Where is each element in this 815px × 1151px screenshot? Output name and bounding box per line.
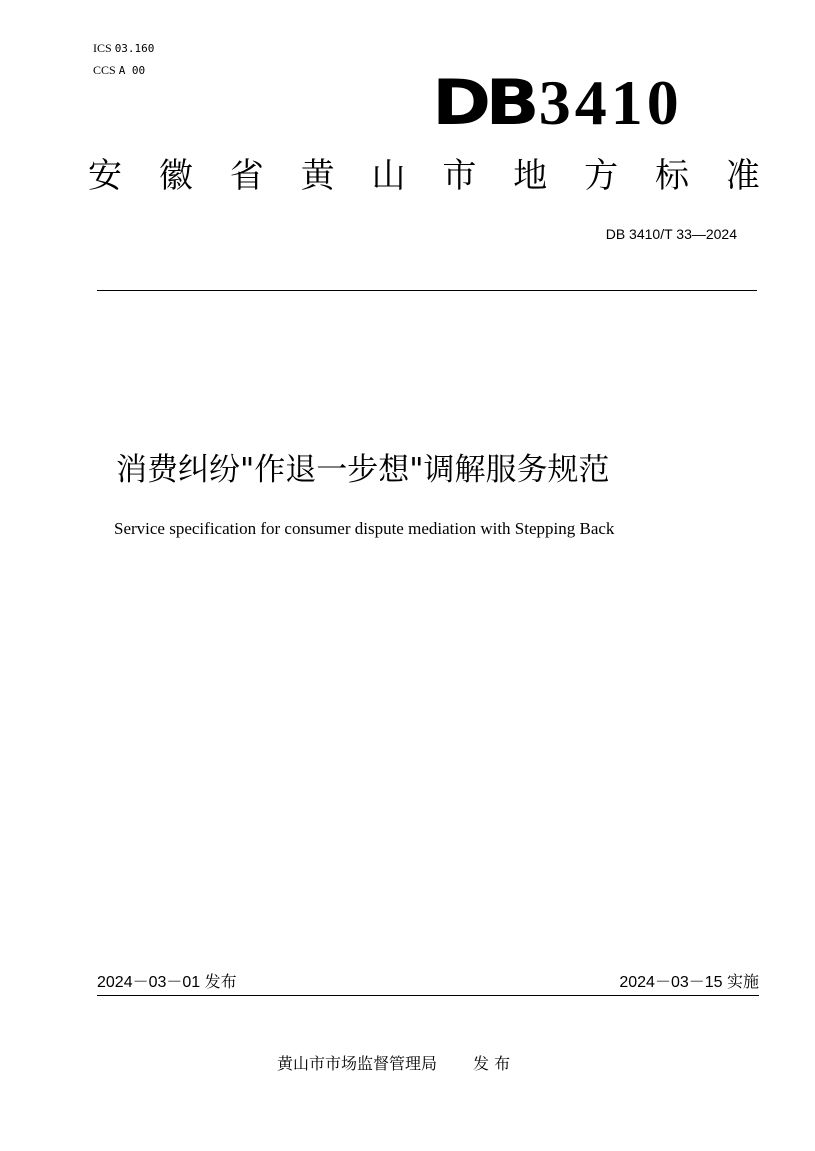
category-char: 徽 xyxy=(158,156,193,196)
ics-label: ICS xyxy=(93,41,112,55)
standard-category xyxy=(88,156,760,196)
logo-prefix: DB xyxy=(432,66,535,139)
implementation-date: 2024－03－15 实施 xyxy=(619,974,759,991)
category-char: 准 xyxy=(725,156,760,196)
category-char: 省 xyxy=(229,156,264,196)
publisher-line xyxy=(277,1054,510,1074)
publish-action: 发 布 xyxy=(473,1054,511,1073)
db-standard-logo xyxy=(432,66,683,139)
ccs-classification xyxy=(93,63,145,78)
footer-divider xyxy=(97,995,759,996)
standard-number: DB 3410/T 33—2024 xyxy=(605,226,737,242)
document-title-english: Service specification for consumer dispute mediation with Stepping Back xyxy=(114,519,615,538)
document-title: 消费纠纷"作退一步想"调解服务规范 xyxy=(116,452,610,488)
issue-date: 2024－03－01 发布 xyxy=(97,974,237,991)
header-divider xyxy=(97,290,757,291)
category-char: 地 xyxy=(513,156,548,196)
ccs-code: A 00 xyxy=(118,64,146,77)
ics-code: 03.160 xyxy=(114,42,155,55)
category-char: 黄 xyxy=(300,156,335,196)
publisher-name: 黄山市市场监督管理局 xyxy=(277,1054,438,1073)
category-char: 市 xyxy=(442,156,477,196)
ccs-label: CCS xyxy=(93,63,116,77)
category-char: 标 xyxy=(655,156,689,196)
ics-classification xyxy=(93,41,154,56)
logo-number: 3410 xyxy=(538,67,683,138)
category-char: 安 xyxy=(88,156,122,196)
category-char: 山 xyxy=(371,156,406,196)
category-char: 方 xyxy=(584,156,619,196)
